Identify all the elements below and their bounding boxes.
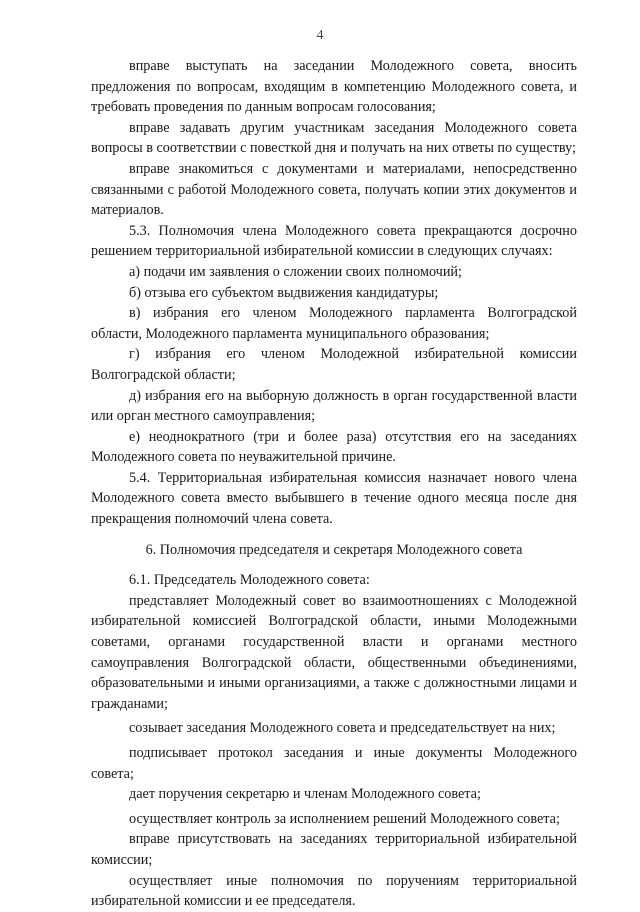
paragraph: подписывает протокол заседания и иные документы Молодежного совета; bbox=[91, 745, 577, 782]
paragraph: 5.4. Территориальная избирательная комиссия назначает нового члена Молодежного совета вместо выбывшего в течение одного месяца после дня прекращения полномочий члена совета. bbox=[91, 469, 577, 528]
paragraph: вправе задавать другим участникам заседания Молодежного совета вопросы в соответствии с повесткой дня и получать на них ответы по существу; bbox=[91, 119, 577, 157]
document-body bbox=[91, 56, 577, 912]
page-number: 4 bbox=[316, 28, 324, 43]
paragraph: 5.3. Полномочия члена Молодежного совета прекращаются досрочно решением территориальной избирательной комиссии в следующих случаях: bbox=[91, 222, 577, 260]
paragraph: 6.1. Председатель Молодежного совета: bbox=[129, 572, 370, 589]
paragraph: осуществляет контроль за исполнением решений Молодежного совета; bbox=[129, 810, 560, 827]
list-item: е) неоднократного (три и более раза) отсутствия его на заседаниях Молодежного совета по неуважительной причине. bbox=[91, 428, 577, 466]
list-item: д) избрания его на выборную должность в орган государственной власти или орган местного самоуправления; bbox=[91, 387, 577, 425]
paragraph: созывает заседания Молодежного совета и председательствует на них; bbox=[129, 720, 556, 737]
section-heading: 6. Полномочия председателя и секретаря Молодежного совета bbox=[145, 541, 523, 558]
paragraph: осуществляет иные полномочия по поручениям территориальной избирательной комиссии и ее председателя. bbox=[91, 872, 577, 910]
list-item: г) избрания его членом Молодежной избирательной комиссии Волгоградской области; bbox=[91, 346, 577, 383]
paragraph: вправе выступать на заседании Молодежного совета, вносить предложения по вопросам, входящим в компетенцию Молодежного совета, и требовать проведения по данным вопросам голосования; bbox=[91, 58, 577, 116]
paragraph: дает поручения секретарю и членам Молодежного совета; bbox=[129, 786, 481, 803]
list-item: а) подачи им заявления о сложении своих полномочий; bbox=[129, 263, 462, 280]
paragraph: вправе присутствовать на заседаниях территориальной избирательной комиссии; bbox=[91, 831, 577, 868]
paragraph: представляет Молодежный совет во взаимоотношениях с Молодежной избирательной комиссией Волгоградской области, иными Молодежными советами, органами государственной власти и органами местного самоуправления Волгоградской области, общественными объединениями, образовательными и иными организациями, а также с должностными лицами и гражданами; bbox=[91, 592, 577, 712]
paragraph: вправе знакомиться с документами и материалами, непосредственно связанными с работой Молодежного совета, получать копии этих документов и материалов. bbox=[91, 160, 577, 219]
list-item: б) отзыва его субъектом выдвижения кандидатуры; bbox=[129, 284, 439, 301]
list-item: в) избрания его членом Молодежного парламента Волгоградской области, Молодежного парламента муниципального образования; bbox=[91, 305, 577, 342]
